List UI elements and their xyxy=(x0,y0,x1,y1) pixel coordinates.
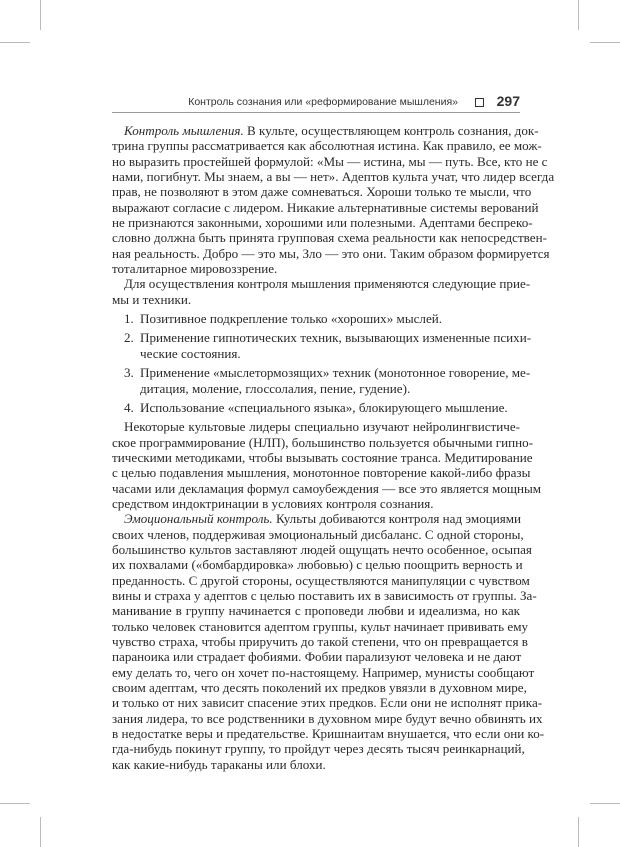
text-line: но выразить простейшей формулой: «Мы — истина, мы — путь. Все, кто не с xyxy=(112,153,548,169)
crop-mark xyxy=(578,817,579,847)
page-number: 297 xyxy=(496,93,520,109)
text-line: Контроль мышления. В культе, осуществляющем контроль сознания, док- xyxy=(124,123,539,138)
text-line: и только от них зависит спасение этих предков. Если они не исполнят прика- xyxy=(112,695,543,711)
text-line: 2. Применение гипнотических техник, вызывающих измененные психи- xyxy=(124,330,532,346)
text-line: параноика или страдает фобиями. Фобии парализуют человека и не дают xyxy=(112,649,522,665)
text-line: трина группы рассматривается как абсолютная истина. Как правило, ее мож- xyxy=(112,138,542,154)
text-line: часами или декламация формул самоубеждения — все это является мощным xyxy=(112,480,542,496)
text-line: не признаются законными, хорошими или полезными. Адептами беспреко- xyxy=(112,215,533,231)
list-number: 4. xyxy=(124,399,134,415)
text-line: тоталитарное мировоззрение. xyxy=(112,261,278,277)
crop-mark xyxy=(590,803,620,804)
text-line: Эмоциональный контроль. Культы добиваются контроля над эмоциями xyxy=(124,511,522,527)
text-line: выражают согласие с лидером. Никакие альтернативные системы верований xyxy=(112,199,539,215)
page-body xyxy=(112,123,555,772)
text-line: ческие состояния. xyxy=(140,345,241,361)
text-line: чувство страха, чтобы приручить до такой степени, что он превращается в xyxy=(112,634,528,649)
list-number: 1. xyxy=(124,311,134,327)
text-line: манивание в группу начинается с проповеди любви и идеализма, но как xyxy=(112,603,520,619)
text-line: преданность. С другой стороны, осуществляются манипуляции с чувством xyxy=(112,572,530,588)
text-line: их похвалами («бомбардировка» любовью) с целью поощрить верность и xyxy=(112,557,523,573)
paragraph xyxy=(112,123,555,277)
numbered-list xyxy=(112,311,532,415)
square-bullet-icon xyxy=(475,98,484,107)
text-line: словно должна быть принята групповая схема реальности как непосредствен- xyxy=(112,230,547,246)
text-line: Некоторые культовые лидеры специально изучают нейролингвистиче- xyxy=(124,419,520,435)
crop-mark xyxy=(40,817,41,847)
text-line: своим адептам, что десять поколений их предков увязли в духовном мире, xyxy=(112,680,527,696)
text-line: гда-нибудь покинут группу, то пройдут через десять тысяч реинкарнаций, xyxy=(112,741,525,757)
list-item xyxy=(112,400,520,415)
text-line: 4. Использование «специального языка», блокирующего мышление. xyxy=(124,399,508,415)
text-line: ная реальность. Добро — это мы, Зло — это они. Таким образом формируется xyxy=(112,245,550,261)
list-item xyxy=(112,330,532,361)
running-header-title: Контроль сознания или «реформирование мышления» xyxy=(188,96,458,108)
paragraph xyxy=(112,511,545,772)
crop-mark xyxy=(0,42,30,43)
list-item xyxy=(112,311,520,326)
text-line: ское программирование (НЛП), большинство пользуется обычными гипно- xyxy=(112,434,534,450)
text-line: мы и техники. xyxy=(112,291,192,307)
crop-mark xyxy=(578,0,579,30)
text-line: средством индоктринации в условиях контроля сознания. xyxy=(112,495,434,511)
crop-mark xyxy=(590,42,620,43)
list-number: 2. xyxy=(124,330,134,346)
paragraph xyxy=(112,276,531,307)
text-line: ему делать то, чего он хочет по-настоящему. Например, мунисты сообщают xyxy=(112,664,535,680)
text-line: зания лидера, то все родственники в духовном мире будут вечно обвинять их xyxy=(112,710,543,726)
text-line: с целью подавления мышления, монотонное повторение какой-либо фразы xyxy=(112,465,531,481)
crop-mark xyxy=(0,803,30,804)
text-line: дитация, моление, глоссолалия, пение, гудение). xyxy=(140,380,411,396)
text-line: как какие-нибудь тараканы или блохи. xyxy=(112,756,326,772)
text-line: в недостатке веры и предательстве. Кришнаитам внушается, что если они ко- xyxy=(112,726,545,742)
text-line: вины и страха у адептов с целью поставить их в зависимость от группы. За- xyxy=(112,587,537,603)
paragraph xyxy=(112,419,542,511)
text-line: 1. Позитивное подкрепление только «хороших» мыслей. xyxy=(124,311,443,327)
crop-mark xyxy=(40,0,41,30)
text-line: тическими методиками, чтобы вызывать состояние транса. Медитирование xyxy=(112,449,533,465)
italic-run-in-heading: Контроль мышления. xyxy=(124,123,244,138)
text-line: нами, погибнут. Мы знаем, а вы — нет». Адептов культа учат, что лидер всегда xyxy=(112,169,555,185)
running-header xyxy=(112,94,520,113)
text-line: прав, не позволяют в этом даже сомневаться. Хороши только те мысли, что xyxy=(112,184,532,200)
text-line: Для осуществления контроля мышления применяются следующие прие- xyxy=(124,276,531,292)
list-item xyxy=(112,365,531,396)
text-line: большинство культов заставляют людей ощущать нечто особенное, осыпая xyxy=(112,541,532,557)
italic-run-in-heading: Эмоциональный контроль. xyxy=(124,511,273,527)
text-line: 3. Применение «мыслетормозящих» техник (монотонное говорение, ме- xyxy=(124,365,531,381)
text-line: только человек становится адептом группы, культ начинает прививать ему xyxy=(112,618,529,634)
list-number: 3. xyxy=(124,365,134,381)
text-line: своих членов, поддерживая эмоциональный дисбаланс. С одной стороны, xyxy=(112,526,524,542)
